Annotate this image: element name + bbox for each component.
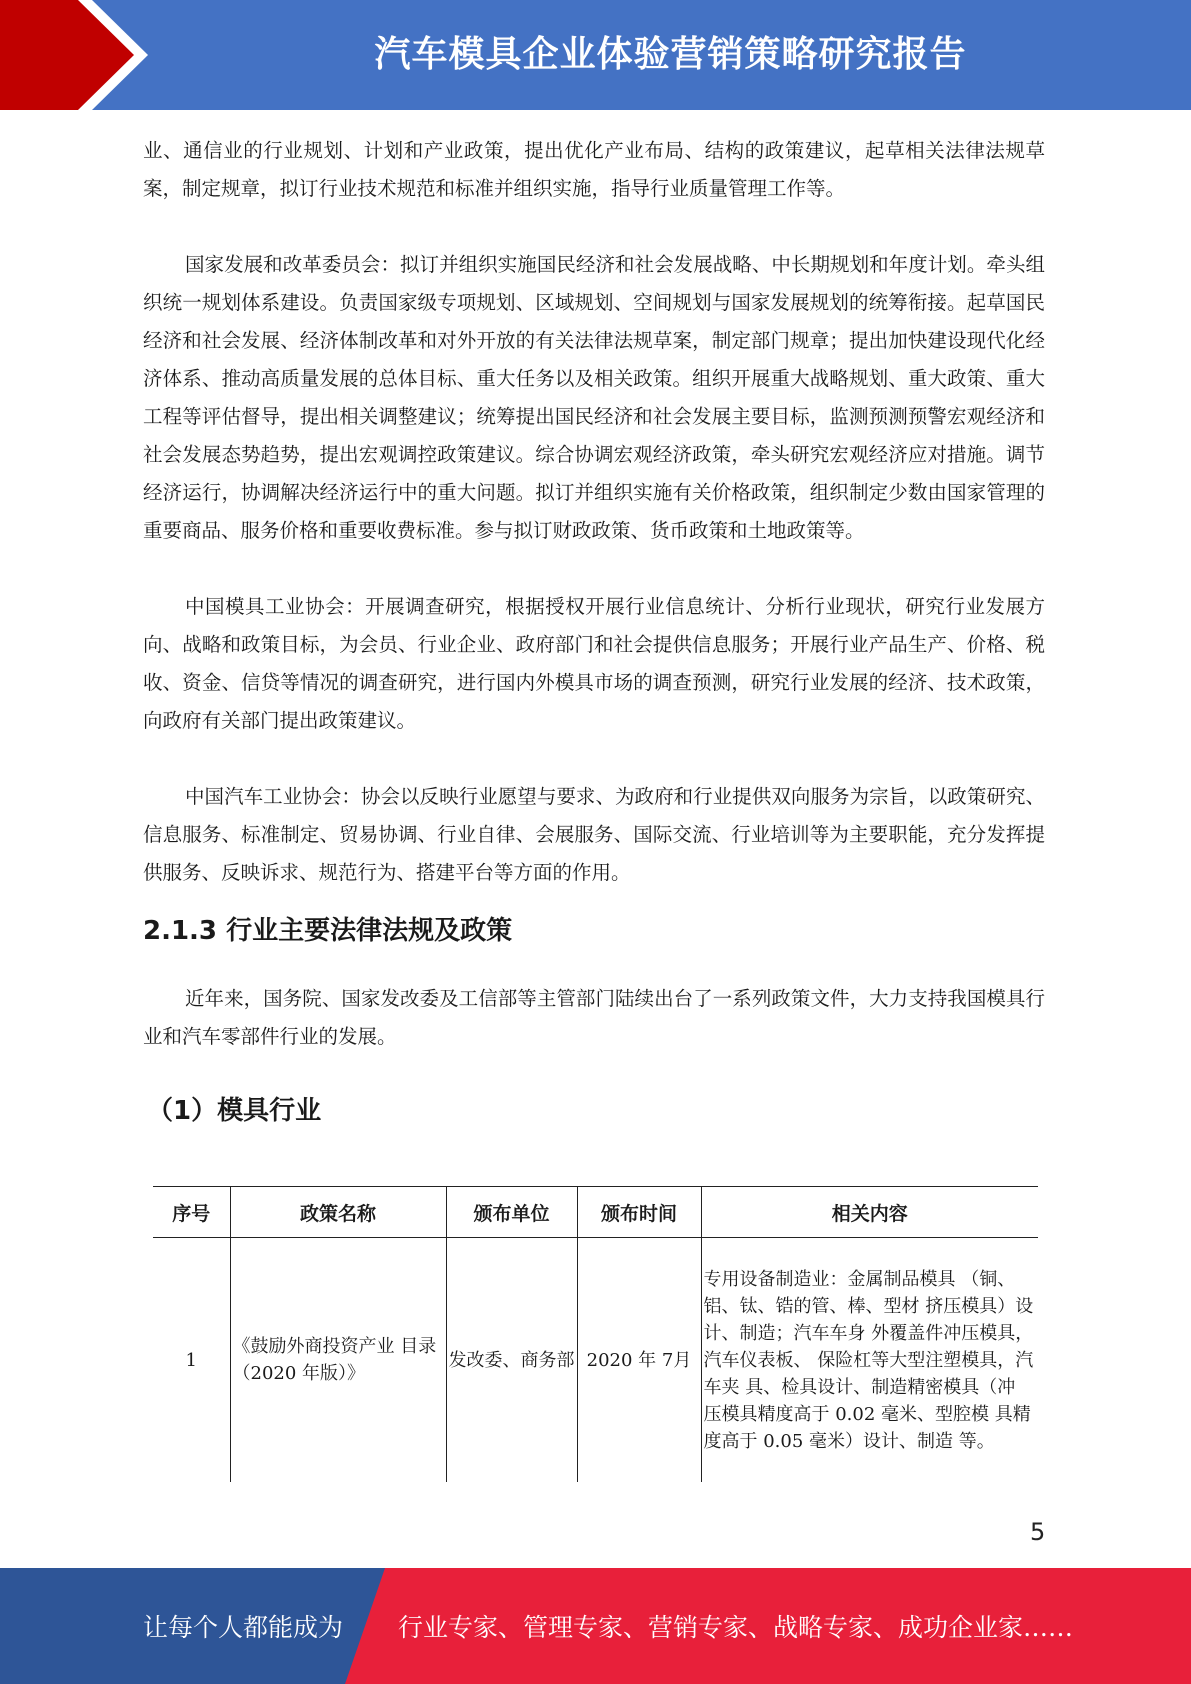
cell-related-content: 专用设备制造业：金属制品模具 （铜、铝、钛、锆的管、棒、型材 挤压模具）设计、制造；汽车车身 外覆盖件冲压模具，汽车仪表板、 保险杠等大型注塑模具，汽车夹 具、检具设计、制造精密模具（冲 压模具精度高于 0.02 毫米、型腔模 具精度高于 0.05 毫米）设计、制造 等。 xyxy=(701,1238,1038,1483)
header-arrow-decoration xyxy=(0,0,160,110)
column-header: 政策名称 xyxy=(230,1187,446,1238)
footer-slogan-left: 让每个人都能成为 xyxy=(143,1613,344,1642)
cell-number: 1 xyxy=(185,1349,197,1371)
cell-issue-date: 2020 年 7月 xyxy=(577,1238,701,1483)
column-header: 颁布时间 xyxy=(577,1187,701,1238)
column-header: 序号 xyxy=(153,1187,230,1238)
column-header: 相关内容 xyxy=(701,1187,1038,1238)
page-number: 5 xyxy=(1030,1518,1046,1546)
report-title: 汽车模具企业体验营销策略研究报告 xyxy=(374,34,967,75)
page-footer xyxy=(0,1568,1191,1684)
footer-slogan-right: 行业专家、管理专家、营销专家、战略专家、成功企业家…… xyxy=(398,1613,1074,1642)
column-header: 颁布单位 xyxy=(446,1187,577,1238)
paragraph-policy-intro: 近年来，国务院、国家发改委及工信部等主管部门陆续出台了一系列政策文件，大力支持我国模具行业和汽车零部件行业的发展。 xyxy=(143,987,1045,1048)
table-header-row xyxy=(153,1187,1038,1238)
document-body xyxy=(143,132,1045,1130)
paragraph-die-association: 中国模具工业协会：开展调查研究，根据授权开展行业信息统计、分析行业现状，研究行业发展方向、战略和政策目标，为会员、行业企业、政府部门和社会提供信息服务；开展行业产品生产、价格、税收、资金、信贷等情况的调查研究，进行国内外模具市场的调查预测，研究行业发展的经济、技术政策，向政府有关部门提出政策建议。 xyxy=(143,595,1045,732)
table-row xyxy=(153,1238,1038,1483)
cell-issuing-unit: 发改委、商务部 xyxy=(446,1238,577,1483)
paragraph-auto-association: 中国汽车工业协会：协会以反映行业愿望与要求、为政府和行业提供双向服务为宗旨，以政策研究、信息服务、标准制定、贸易协调、行业自律、会展服务、国际交流、行业培训等为主要职能，充分发挥提供服务、反映诉求、规范行为、搭建平台等方面的作用。 xyxy=(143,785,1045,884)
cell-policy-name: 《鼓励外商投资产业 目录（2020 年版）》 xyxy=(230,1238,446,1483)
page-header xyxy=(0,0,1191,110)
paragraph-ndrc: 国家发展和改革委员会：拟订并组织实施国民经济和社会发展战略、中长期规划和年度计划。牵头组织统一规划体系建设。负责国家级专项规划、区域规划、空间规划与国家发展规划的统筹衔接。起草国民经济和社会发展、经济体制改革和对外开放的有关法律法规草案，制定部门规章；提出加快建设现代化经济体系、推动高质量发展的总体目标、重大任务以及相关政策。组织开展重大战略规划、重大政策、重大工程等评估督导，提出相关调整建议；统筹提出国民经济和社会发展主要目标，监测预测预警宏观经济和社会发展态势趋势，提出宏观调控政策建议。综合协调宏观经济政策，牵头研究宏观经济应对措施。调节经济运行，协调解决经济运行中的重大问题。拟订并组织实施有关价格政策，组织制定少数由国家管理的重要商品、服务价格和重要收费标准。参与拟订财政政策、货币政策和土地政策等。 xyxy=(143,253,1045,542)
section-heading: 2.1.3 行业主要法律法规及政策 xyxy=(143,916,513,946)
policy-table xyxy=(153,1186,1038,1482)
paragraph-continuation: 业、通信业的行业规划、计划和产业政策，提出优化产业布局、结构的政策建议，起草相关法律法规草案，制定规章，拟订行业技术规范和标准并组织实施，指导行业质量管理工作等。 xyxy=(143,139,1045,200)
sub-heading-die-industry: （1）模具行业 xyxy=(147,1096,322,1126)
